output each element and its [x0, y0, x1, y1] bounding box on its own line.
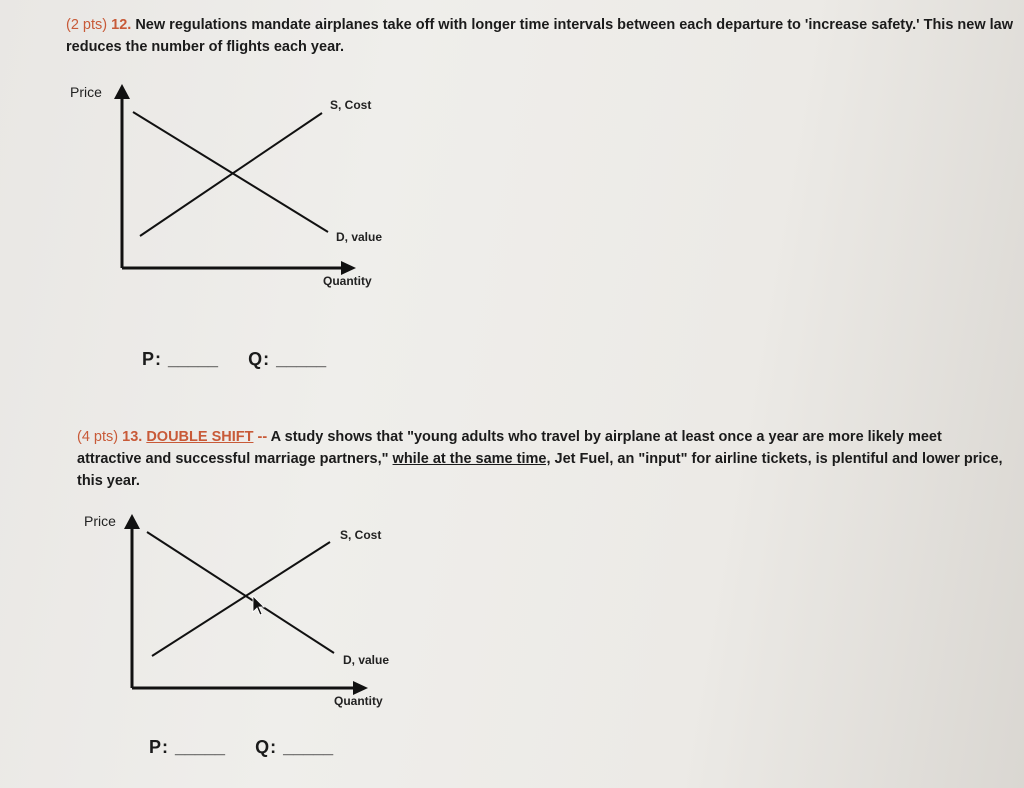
q12-p-blank[interactable]: _____ [168, 349, 219, 369]
q13-price-arrow [124, 514, 140, 529]
q12-supply-label: S, Cost [330, 98, 372, 112]
q13-number: 13. [122, 429, 143, 445]
q12-price-label: Price [70, 84, 102, 100]
q12-points: (2 pts) [66, 17, 108, 33]
q13-dash: -- [257, 429, 268, 445]
q13-answer-line [149, 737, 333, 758]
q13-q-label: Q: [255, 737, 278, 757]
q12-q-blank[interactable]: _____ [276, 349, 327, 369]
q13-text-b: Jet Fuel, an "input" for airline tickets, is plentiful and lower price, this year. [77, 451, 1003, 489]
q13-p-blank[interactable]: _____ [175, 737, 226, 757]
q13-q-blank[interactable]: _____ [283, 737, 334, 757]
q12-number: 12. [111, 17, 132, 33]
q13-quantity-arrow [353, 681, 368, 695]
q12-demand-label: D, value [336, 230, 383, 244]
q13-text-a: A study shows that "young adults who travel by airplane at least once a year are more likely meet attractive and successful marriage partners," [77, 429, 942, 467]
q13-points: (4 pts) [77, 429, 119, 445]
q13-price-label: Price [84, 513, 116, 529]
q13-demand-label: D, value [343, 653, 390, 667]
q13-emphasis: while at the same time, [392, 451, 551, 467]
q13-supply-label: S, Cost [340, 528, 382, 542]
q12-quantity-label: Quantity [323, 274, 372, 288]
q13-title: DOUBLE SHIFT [146, 429, 254, 445]
q13-p-label: P: [149, 737, 169, 757]
q13-demand-curve [147, 532, 334, 653]
q12-q-label: Q: [248, 349, 271, 369]
q12-p-label: P: [142, 349, 162, 369]
q13-supply-curve [152, 542, 330, 656]
q12-text: New regulations mandate airplanes take off with longer time intervals between each departure to 'increase safety.' This new law reduces the number of flights each year. [66, 17, 1014, 55]
q13-quantity-label: Quantity [334, 694, 383, 708]
mouse-cursor-icon [253, 596, 264, 615]
